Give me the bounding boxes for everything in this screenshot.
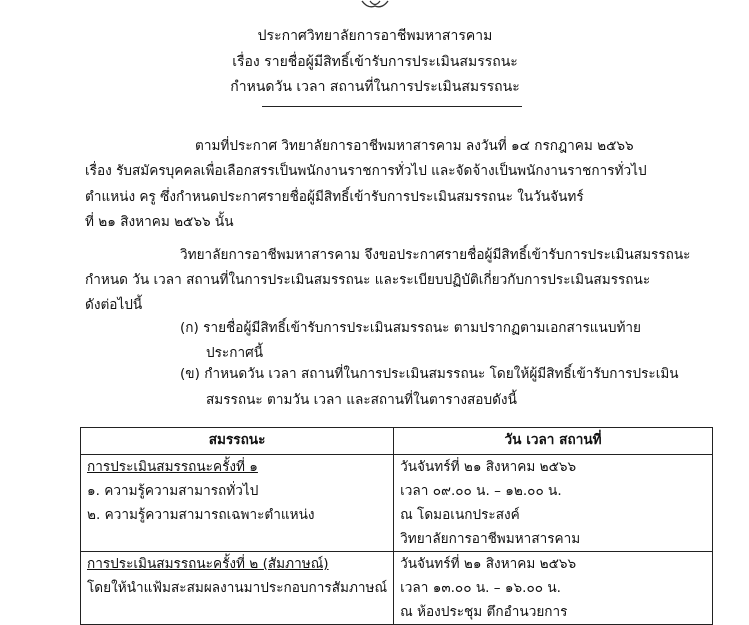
schedule-cell: [394, 455, 713, 552]
assessment-round-title: การประเมินสมรรถนะครั้งที่ ๑: [87, 459, 258, 475]
header-competency: สมรรถนะ: [81, 428, 394, 455]
competency-cell: [81, 455, 394, 552]
assessment-round-title: การประเมินสมรรถนะครั้งที่ ๒ (สัมภาษณ์): [87, 556, 329, 572]
paragraph-1-line: ตำแหน่ง ครู ซึ่งกำหนดประกาศรายชื่อผู้มีสิทธิ์เข้ารับการประเมินสมรรถนะ ในวันจันทร์: [85, 189, 584, 205]
schedule-place-detail: วิทยาลัยการอาชีพมหาสารคาม: [400, 531, 581, 547]
garuda-emblem-icon: [360, 0, 390, 9]
announcement-subtitle: กำหนดวัน เวลา สถานที่ในการประเมินสมรรถนะ: [230, 79, 520, 95]
table-row: [81, 552, 713, 625]
assessment-item: โดยให้นำแฟ้มสะสมผลงานมาประกอบการสัมภาษณ์: [87, 580, 388, 596]
item-a-line: ประกาศนี้: [206, 345, 264, 361]
schedule-place: ณ โดมอเนกประสงค์: [400, 507, 520, 523]
item-a-line: (ก) รายชื่อผู้มีสิทธิ์เข้ารับการประเมินสมรรถนะ ตามปรากฏตามเอกสารแนบท้าย: [180, 320, 642, 336]
paragraph-1-line: ที่ ๒๑ สิงหาคม ๒๕๖๖ นั้น: [85, 214, 234, 230]
item-b-line: สมรรถนะ ตามวัน เวลา และสถานที่ในตารางสอบดังนี้: [206, 392, 517, 408]
item-b-line: (ข) กำหนดวัน เวลา สถานที่ในการประเมินสมรรถนะ โดยให้ผู้มีสิทธิ์เข้ารับการประเมิน: [180, 366, 679, 382]
paragraph-1-line: ตามที่ประกาศ วิทยาลัยการอาชีพมหาสารคาม ลงวันที่ ๑๔ กรกฎาคม ๒๕๖๖: [195, 138, 634, 154]
announcement-subject: เรื่อง รายชื่อผู้มีสิทธิ์เข้ารับการประเมินสมรรถนะ: [232, 54, 518, 70]
paragraph-2-line: กำหนด วัน เวลา สถานที่ในการประเมินสมรรถนะ และระเบียบปฏิบัติเกี่ยวกับการประเมินสมรรถนะ: [85, 272, 651, 288]
schedule-time: เวลา ๑๓.๐๐ น. – ๑๖.๐๐ น.: [400, 580, 562, 596]
schedule-time: เวลา ๐๙.๐๐ น. – ๑๒.๐๐ น.: [400, 483, 562, 499]
paragraph-2-line: วิทยาลัยการอาชีพมหาสารคาม จึงขอประกาศรายชื่อผู้มีสิทธิ์เข้ารับการประเมินสมรรถนะ: [180, 247, 691, 263]
title-divider: [262, 106, 522, 107]
table-row: [81, 455, 713, 552]
assessment-schedule-table: [80, 427, 713, 625]
assessment-item: ๑. ความรู้ความสามารถทั่วไป: [87, 483, 259, 499]
schedule-date: วันจันทร์ที่ ๒๑ สิงหาคม ๒๕๖๖: [400, 459, 577, 475]
schedule-place: ณ ห้องประชุม ตึกอำนวยการ: [400, 604, 568, 620]
schedule-cell: [394, 552, 713, 625]
competency-cell: [81, 552, 394, 625]
announcement-title: ประกาศวิทยาลัยการอาชีพมหาสารคาม: [257, 28, 493, 44]
assessment-item: ๒. ความรู้ความสามารถเฉพาะตำแหน่ง: [87, 507, 315, 523]
paragraph-2-line: ดังต่อไปนี้: [85, 297, 143, 313]
paragraph-1-line: เรื่อง รับสมัครบุคคลเพื่อเลือกสรรเป็นพนักงานราชการทั่วไป และจัดจ้างเป็นพนักงานราชการทั่วไป: [85, 163, 647, 179]
schedule-date: วันจันทร์ที่ ๒๑ สิงหาคม ๒๕๖๖: [400, 556, 577, 572]
header-date-time-place: วัน เวลา สถานที่: [394, 428, 713, 455]
table-header-row: [81, 428, 713, 455]
